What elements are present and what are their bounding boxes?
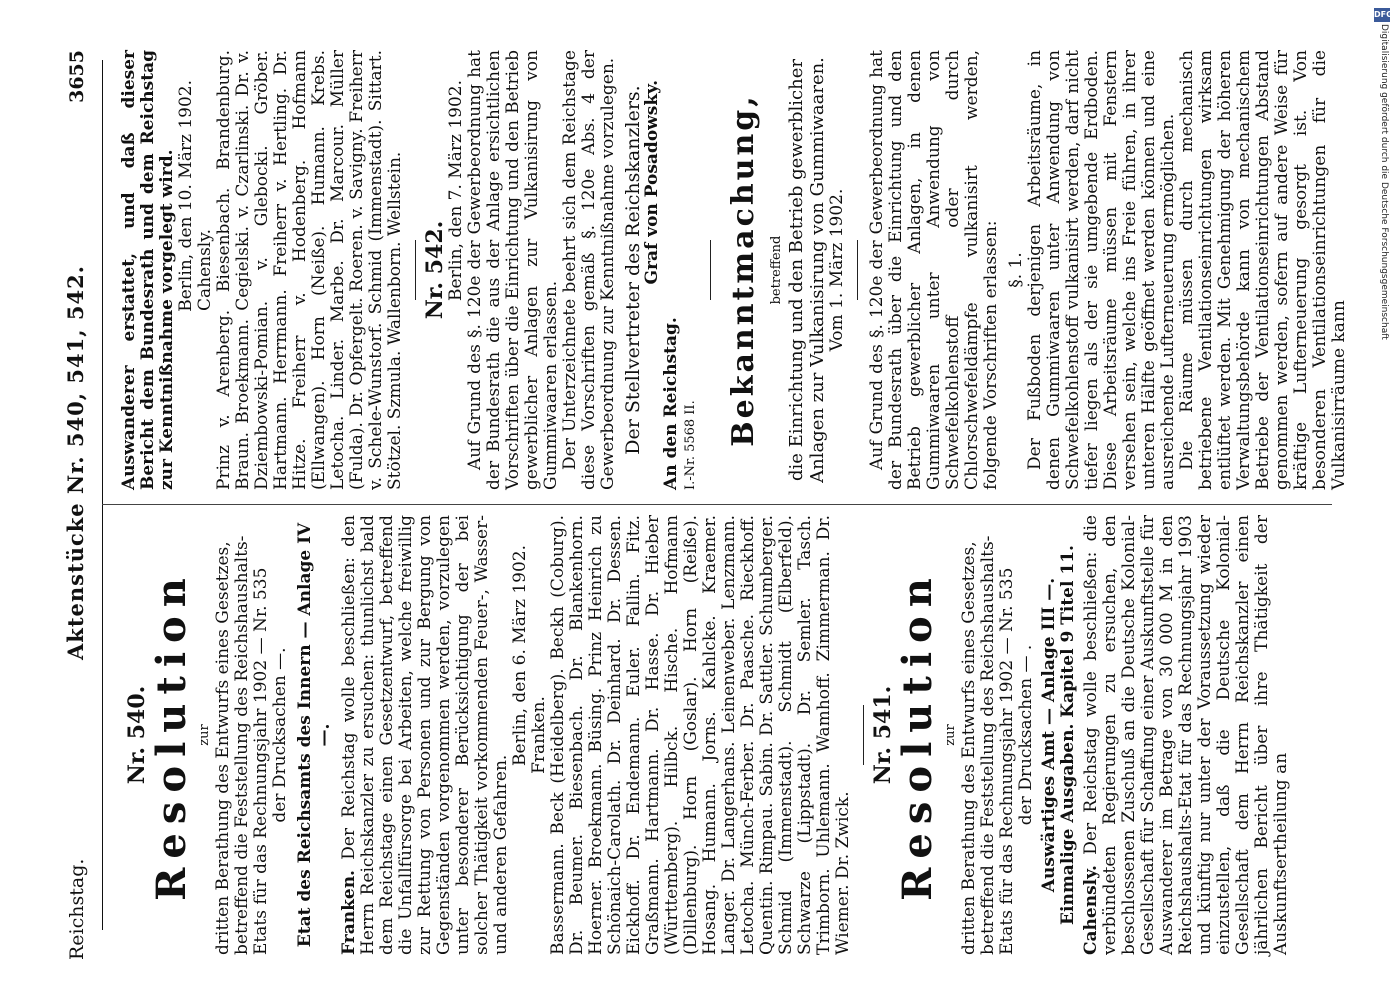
nr541-cahensly-label: Cahensly. [1081,865,1101,955]
nr540-zur: zur [197,724,212,746]
nr542-graf: Graf von Posadowsky. [642,80,662,285]
nr540-intro-3: Etats für das Rechnungsjahr 1902 — Nr. 535 [251,567,271,955]
separator [863,705,864,765]
dfg-logo: DFG [1374,8,1390,22]
nr542-an: An den Reichstag. [661,317,681,490]
separator [710,240,711,300]
running-header [52,50,94,960]
nr540-number: Nr. 540. [124,685,150,785]
nr542-body: Auf Grund des §. 120e der Gewerbeordnung hat der Bundesrath die aus der Anlage ersichtlichen Vorschriften über die Einrichtung und den Betrieb gewerblicher Anlagen zur Vulkanisirung von Gummiwaaren erlassen. [465,50,561,490]
separator [415,240,416,300]
bekannt-sect1: §. 1. [1006,252,1026,288]
column-rule [102,504,1332,505]
bekannt-sect1-body: Der Fußboden derjenigen Arbeitsräume, in denen Gummiwaaren unter Anwendung von Schwefelkohlenstoff vulkanisirt werden, darf nicht tiefer liegen als der sie umgebende Erdboden. Diese Arbeitsräume müssen mit Fenstern versehen sein, welche ins Freie führen, in ihrer unteren Hälfte geöffnet werden können und eine ausreichende Lufterneuerung ermöglichen. [1025,50,1178,490]
nr541-continuation: Auswanderer erstattet, und daß dieser Bericht dem Bundesrath und dem Reichstag zur Kenntnißnahme vorgelegt wird. [119,50,177,490]
nr541-intro-3: Etats für das Rechnungsjahr 1902 — Nr. 535 [997,567,1017,955]
right-column [120,50,1349,490]
nr540-names: Bassermann. Beck (Heidelberg). Beckh (Coburg). Dr. Beumer. Biesenbach. Dr. Blankenhorn. Hoerner. Broekmann. Büsing. Prinz Heinrich zu Schönaich-Carolath. Dr. Deinhard. Dr. Dessen. Eickhoff. Dr. Endemann. Euler. Fallin. Fitz. Graßmann. Hartmann. Dr. Hasse. Dr. Hieber (Württemberg). Hilbck. Hische. Hofmann (Dillenburg). Horn (Goslar). Horn (Reiße). Hosang. Humann. Jorns. Kahlcke. Kraemer. Langer. Dr. Langerhans. Leinenweber. Lenzmann. Letocha. Münch-Ferber. Dr. Paasche. Rieckhoff. Quentin. Rimpau. Sabin. Dr. Sattler. Schumberger. Schmid (Immenstadt). Schmidt (Elberfeld). Schwarze (Lippstadt). Dr. Semler. Tasch. Trimborn. Uhlemann. Wamhoff. Zimmerman. Dr. Wiemer. Dr. Zwick. [548,515,853,955]
nr540-intro-4: der Drucksachen —. [270,647,290,823]
nr540-title: Resolution [148,569,195,901]
bekannt-sect1-body2: Die Räume müssen durch mechanisch betriebene Ventilationseinrichtungen wirksam entlüftet werden. Mit Genehmigung der höheren Verwaltungsbehörde kann von mechanischem Betriebe der Ventilationseinrichtungen Abstand genommen werden, sofern auf andere Weise für kräftige Lufterneuerung gesorgt ist. Von besonderen Ventilationseinrichtungen für die Vulkanisirräume kann [1177,50,1349,490]
header-rule [102,60,103,930]
nr540-signer: Franken. [529,696,549,774]
nr541-names: Prinz v. Arenberg. Biesenbach. Brandenburg. Braun. Broekmann. Cegielski. v. Czarlinski. Dr. v. Dziembowski-Pomian. v. Glebocki. Gröber. Hartmann. Herrmann. Freiherr v. Hertling. Dr. Hitze. Freiherr v. Hodenberg. Hofmann (Ellwangen). Horn (Neiße). Humann. Krebs. Letocha. Linder. Marbe. Dr. Marcour. Müller (Fulda). Dr. Opfergelt. Roeren. v. Savigny. Freiherr v. Schele-Wunstorf. Schmid (Immenstadt). Sittart. Stötzel. Szmula. Wallenborn. Wellstein. [214,50,405,490]
margin-note [1378,24,1390,604]
nr542-ref: I.-Nr. 5568 II. [683,400,698,490]
nr541-ausgaben: Einmalige Ausgaben. Kapitel 9 Titel 11. [1058,545,1078,925]
bekannt-body: Auf Grund des §. 120e der Gewerbeordnung hat der Bundesrath über die Einrichtung und den Betrieb gewerblicher Anlagen, in denen Gummiwaaren unter Anwendung von Schwefelkohlenstoff oder durch Chlorschwefeldämpfe vulkanisirt werden, folgende Vorschriften erlassen: [867,50,1001,490]
bekannt-betreffend: betreffend [769,235,784,305]
nr540-etat: Etat des Reichsamts des Innern — Anlage IV —. [295,522,334,948]
margin-note-text: Digitalisierung gefördert durch die Deutsche Forschungsgemeinschaft [1379,24,1389,340]
nr540-intro-1: dritten Berathung des Entwurfs eines Gesetzes, [213,541,233,955]
nr541-date: Berlin, den 10. März 1902. [176,80,196,312]
nr541-number: Nr. 541. [870,685,896,785]
nr541-body: Der Reichstag wolle beschließen: die verbündeten Regierungen zu ersuchen, den beschlossenen Zuschuß an die Deutsche Kolonial-Gesellschaft für Schaffung einer Auskunftstelle für Auswanderer im Betrage von 30 000 M in den Reichshaushalts-Etat für das Rechnungsjahr 1903 und künftig nur unter der Voraussetzung wieder einzustellen, daß die Deutsche Kolonial-Gesellschaft dem Herrn Reichskanzler einen jährlichen Bericht über ihre Thätigkeit der Auskunftsertheilung an [1081,515,1291,955]
nr540-body: Der Reichstag wolle beschließen: den Herrn Reichskanzler zu ersuchen: thunlichst bald dem Reichstage einen Gesetzentwurf, betreffend die Unfallfürsorge bei Arbeiten, welche freiwillig zur Rettung von Personen und zur Bergung von Gegenständen vorgenommen werden, vorzulegen unter besonderer Berücksichtigung der bei solcher Thätigkeit vorkommenden Feuer-, Wasser- und anderen Gefahren. [339,515,511,955]
nr542-body2: Der Unterzeichnete beehrt sich dem Reichstage diese Vorschriften gemäß §. 120e Abs. 4 der Gewerbeordnung zur Kenntnißnahme vorzulegen. [560,50,618,490]
nr541-intro-2: betreffend die Feststellung des Reichshaushalts- [978,535,998,955]
page-number: 3655 [66,50,88,103]
separator [857,240,858,300]
left-column [120,515,1291,955]
nr540-date: Berlin, den 6. März 1902. [510,545,530,766]
nr541-title: Resolution [894,569,941,901]
nr542-date: Berlin, den 7. März 1902. [446,80,466,301]
header-center: Aktenstücke Nr. 540, 541, 542. [63,265,88,660]
nr540-franken-label: Franken. [339,870,359,955]
nr542-number: Nr. 542. [422,220,448,320]
bekannt-title: Bekanntmachung, [726,93,761,447]
nr542-stellvertreter: Der Stellvertreter des Reichskanzlers. [622,85,644,455]
nr540-intro-2: betreffend die Feststellung des Reichshaushalts- [232,535,252,955]
nr541-signer: Cahensly. [195,229,215,312]
nr541-zur: zur [943,724,958,746]
bekannt-subject: die Einrichtung und den Betrieb gewerblicher Anlagen zur Vulkanisirung von Gummiwaaren. [786,57,828,483]
nr541-amt: Auswärtiges Amt — Anlage III —. [1039,577,1059,893]
nr541-intro-1: dritten Berathung des Entwurfs eines Gesetzes, [959,541,979,955]
header-left: Reichstag. [66,858,88,960]
bekannt-date: Vom 1. März 1902. [827,188,847,352]
nr541-intro-4: der Drucksachen — . [1016,644,1036,826]
